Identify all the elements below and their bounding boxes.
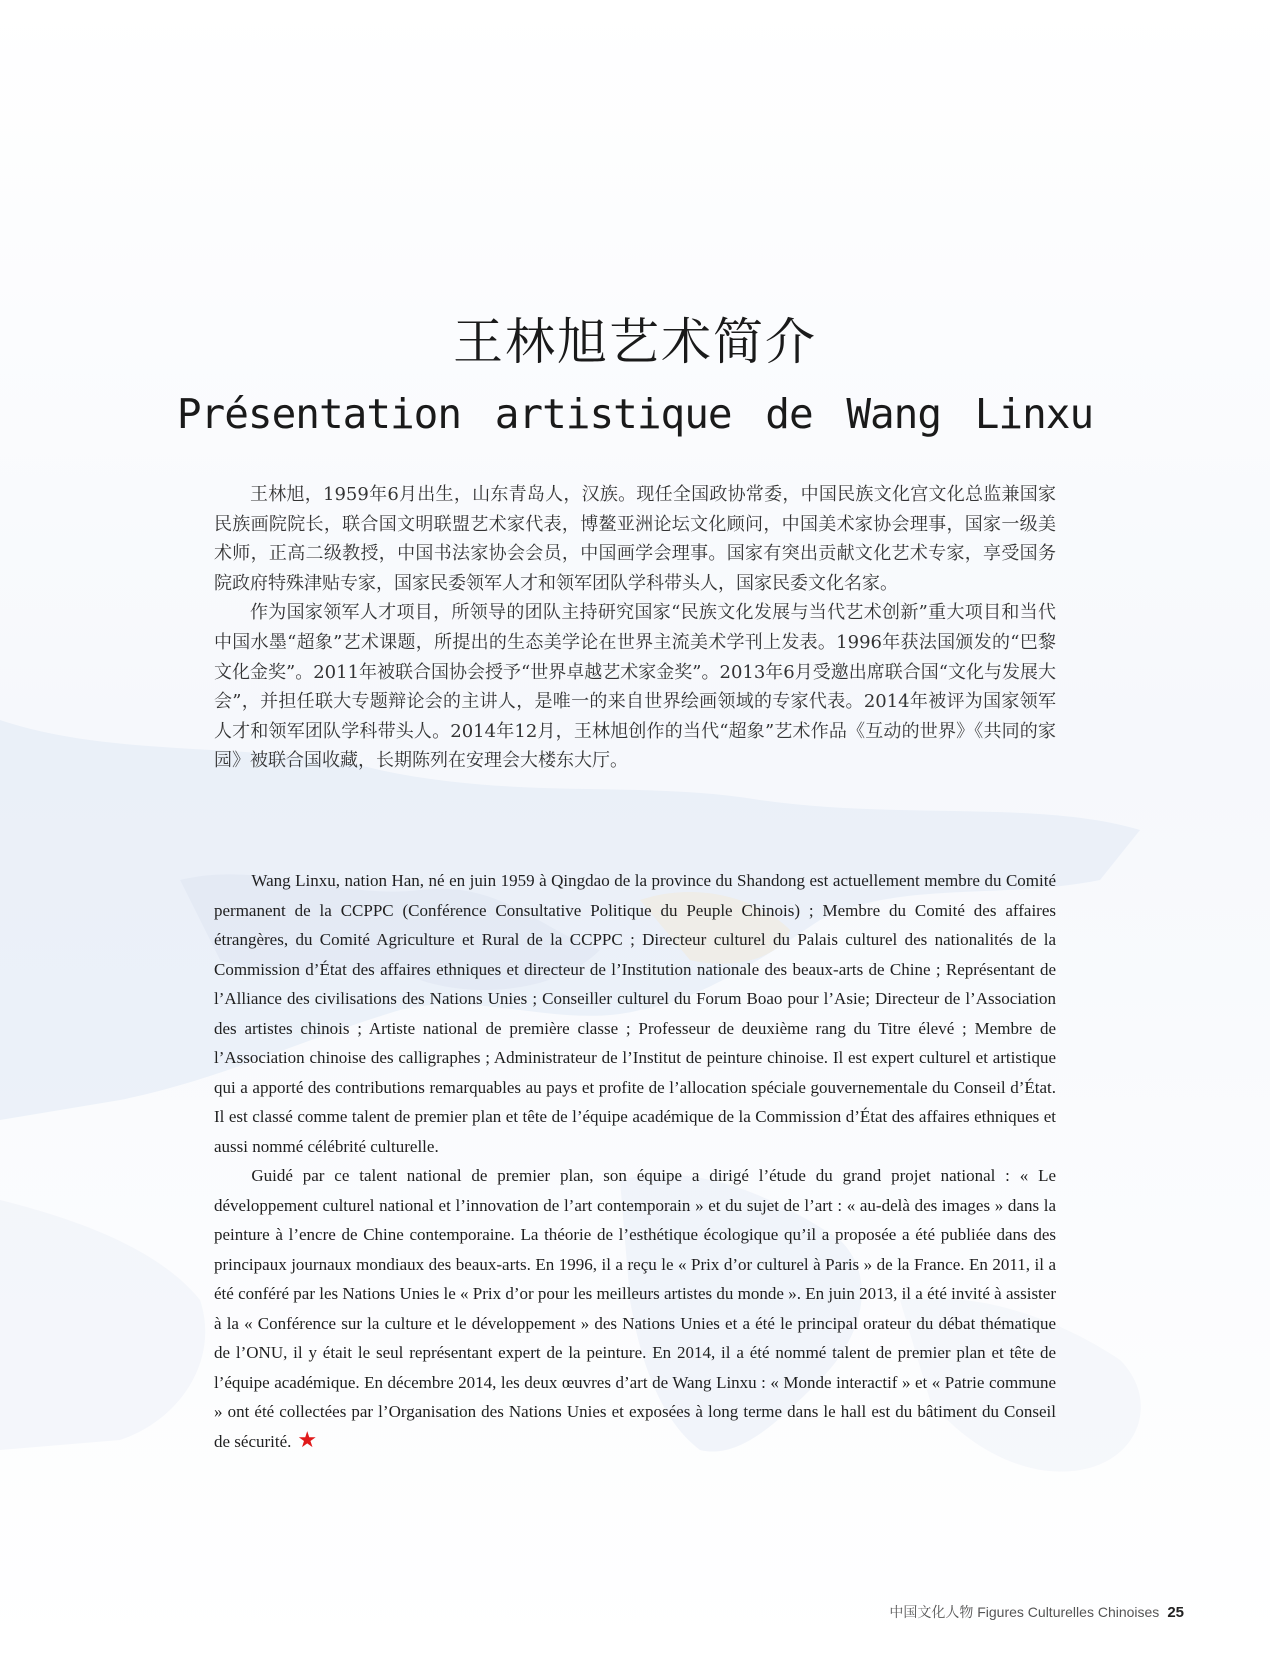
star-icon: ★ <box>297 1426 318 1452</box>
french-paragraph <box>214 1161 1056 1456</box>
publication-name: 中国文化人物 Figures Culturelles Chinoises <box>889 1604 1160 1620</box>
french-paragraph: Wang Linxu, nation Han, né en juin 1959 à Qingdao de la province du Shandong est actuellement membre du Comité permanent de la CCPPC (Conférence Consultative Politique du Peuple Chinois) ; Membre du Comité des affaires étrangères, du Comité Agriculture et Rural de la CCPPC ; Directeur culturel du Palais culturel des nationalités de la Commission d’État des affaires ethniques et directeur de l’Institution nationale des beaux-arts de Chine ; Représentant de l’Alliance des civilisations des Nations Unies ; Conseiller culturel du Forum Boao pour l’Asie; Directeur de l’Association des artistes chinois ; Artiste national de première classe ; Professeur de deuxième rang du Titre élevé ; Membre de l’Association chinoise des calligraphes ; Administrateur de l’Institut de peinture chinoise. Il est expert culturel et artistique qui a apporté des contributions remarquables au pays et profite de l’allocation spéciale gouvernementale du Conseil d’État. Il est classé comme talent de premier plan et tête de l’équipe académique de la Commission d’État des affaires ethniques et aussi nommé célébrité culturelle. <box>214 871 1056 1156</box>
french-paragraph-text: Guidé par ce talent national de premier plan, son équipe a dirigé l’étude du grand projet national : « Le développement culturel national et l’innovation de l’art contemporain » et du sujet de l’art : « au-delà des images » dans la peinture à l’encre de Chine contemporaine. La théorie de l’esthétique écologique qu’il a proposée a été publiée dans des principaux journaux mondiaux des beaux-arts. En 1996, il a reçu le « Prix d’or culturel à Paris » de la France. En 2011, il a été conféré par les Nations Unies le « Prix d’or pour les meilleurs artistes du monde ». En juin 2013, il a été invité à assister à la « Conférence sur la culture et le développement » des Nations Unies et a été le principal orateur du débat thématique de l’ONU, il y était le seul représentant expert de la peinture. En 2014, il a été nommé talent de premier plan et tête de l’équipe académique. En décembre 2014, les deux œuvres d’art de Wang Linxu : « Monde interactif » et « Patrie commune » ont été collectées par l’Organisation des Nations Unies et exposées à long terme dans le hall est du bâtiment du Conseil de sécurité. <box>214 1166 1056 1451</box>
page-title-chinese: 王林旭艺术简介 <box>453 313 817 371</box>
page-number: 25 <box>1167 1604 1184 1621</box>
chinese-paragraph: 作为国家领军人才项目，所领导的团队主持研究国家“民族文化发展与当代艺术创新”重大项目和当代中国水墨“超象”艺术课题，所提出的生态美学论在世界主流美术学刊上发表。1996年获法国颁发的“巴黎文化金奖”。2011年被联合国协会授予“世界卓越艺术家金奖”。2013年6月受邀出席联合国“文化与发展大会”，并担任联大专题辩论会的主讲人，是唯一的来自世界绘画领域的专家代表。2014年被评为国家领军人才和领军团队学科带头人。2014年12月，王林旭创作的当代“超象”艺术作品《互动的世界》《共同的家园》被联合国收藏，长期陈列在安理会大楼东大厅。 <box>214 602 1056 772</box>
french-biography <box>214 866 1056 1456</box>
page-title-french: Présentation artistique de Wang Linxu <box>176 390 1094 438</box>
page-footer <box>889 1602 1184 1622</box>
chinese-biography <box>214 480 1056 776</box>
chinese-paragraph: 王林旭，1959年6月出生，山东青岛人，汉族。现任全国政协常委，中国民族文化宫文化总监兼国家民族画院院长，联合国文明联盟艺术家代表，博鳌亚洲论坛文化顾问，中国美术家协会理事，国家一级美术师，正高二级教授，中国书法家协会会员，中国画学会理事。国家有突出贡献文化艺术专家，享受国务院政府特殊津贴专家，国家民委领军人才和领军团队学科带头人，国家民委文化名家。 <box>214 484 1056 594</box>
